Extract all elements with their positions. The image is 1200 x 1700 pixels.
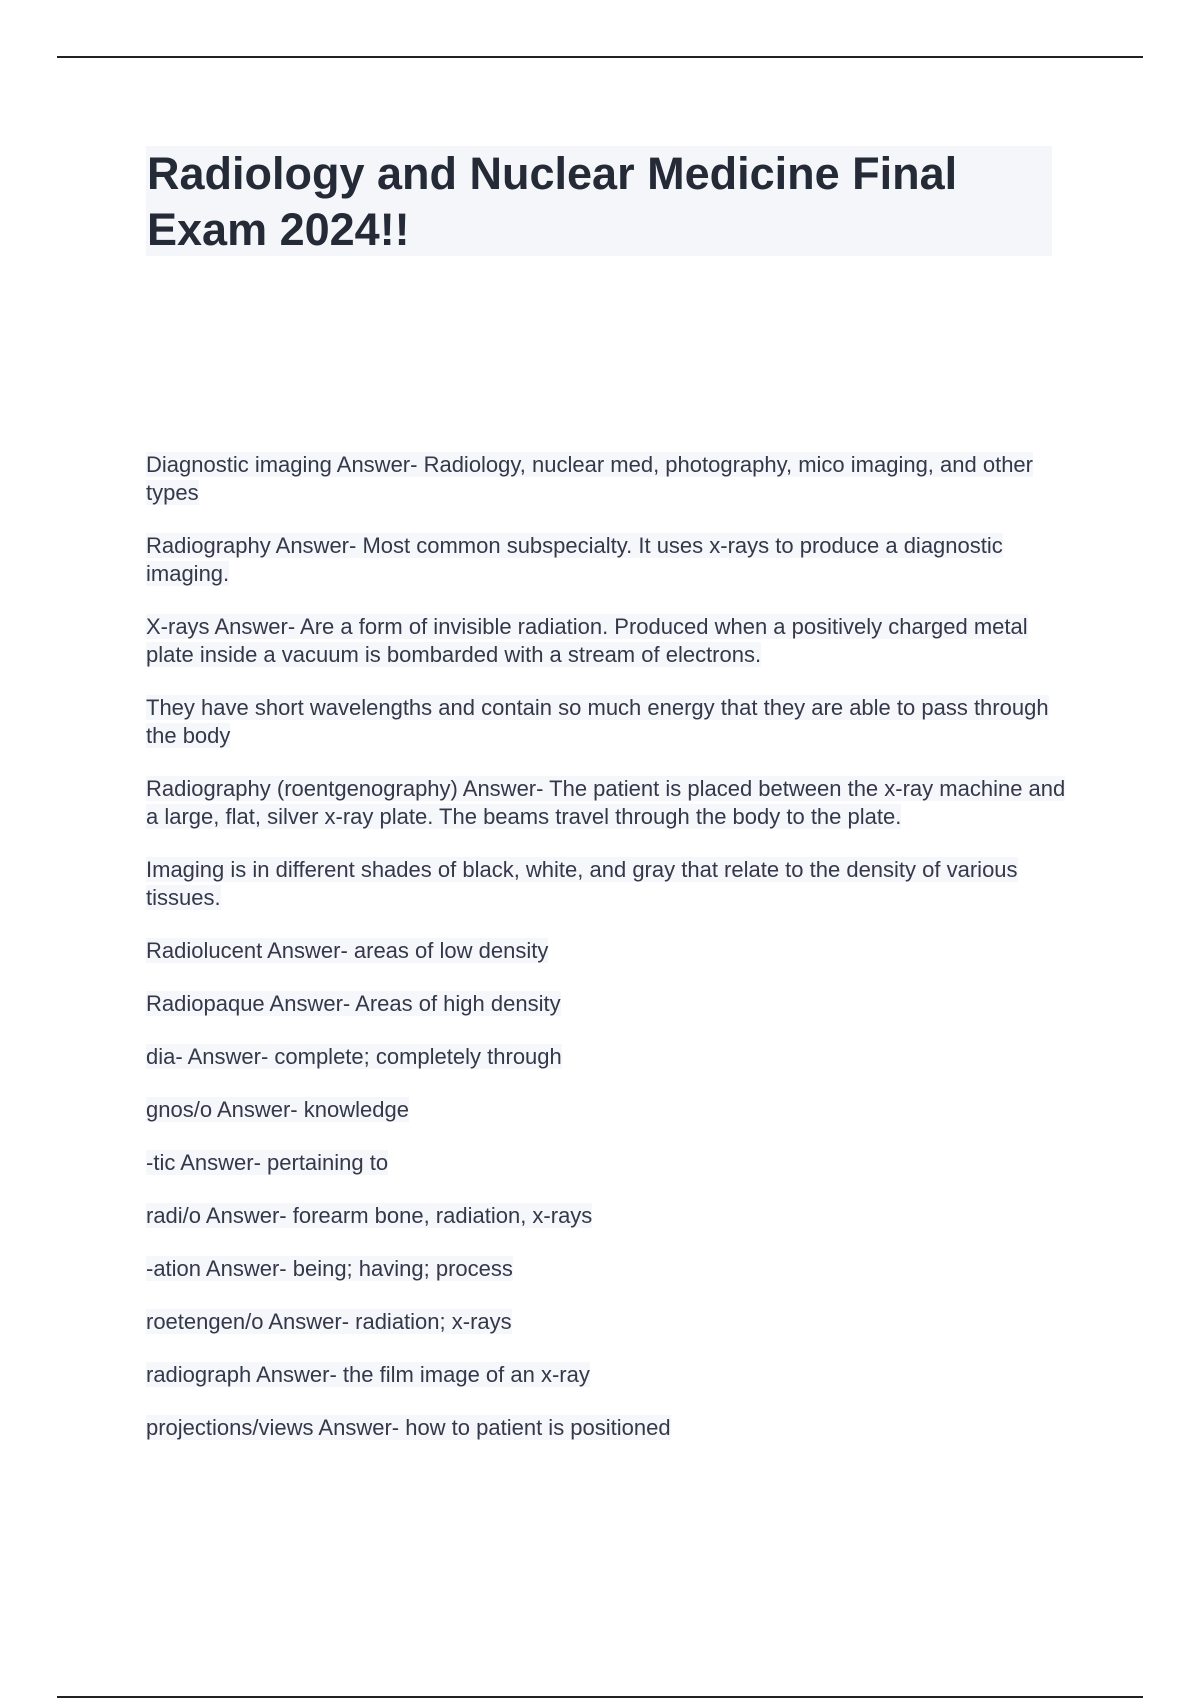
flashcard-entry [146, 1043, 1066, 1071]
flashcard-entry [146, 1149, 1066, 1177]
entry-text: They have short wavelengths and contain so much energy that they are able to pass through the body [146, 695, 1049, 748]
entry-text: X-rays Answer- Are a form of invisible radiation. Produced when a positively charged metal plate inside a vacuum is bombarded with a stream of electrons. [146, 614, 1028, 667]
flashcard-entry [146, 613, 1066, 669]
flashcard-entry [146, 937, 1066, 965]
footer-rule [57, 1696, 1143, 1698]
entry-text: projections/views Answer- how to patient is positioned [146, 1415, 671, 1440]
flashcard-entry [146, 1255, 1066, 1283]
header-rule [57, 56, 1143, 58]
flashcard-entry [146, 856, 1066, 912]
flashcard-entry [146, 1414, 1066, 1442]
flashcard-entry [146, 775, 1066, 831]
entry-text: Imaging is in different shades of black, white, and gray that relate to the density of various tissues. [146, 857, 1018, 910]
flashcard-entry [146, 694, 1066, 750]
flashcard-entry [146, 1361, 1066, 1389]
flashcard-entry [146, 1202, 1066, 1230]
entry-text: roetengen/o Answer- radiation; x-rays [146, 1309, 512, 1334]
flashcard-entry [146, 451, 1066, 507]
title-block [146, 146, 1052, 256]
entry-text: radi/o Answer- forearm bone, radiation, x-rays [146, 1203, 593, 1228]
entry-text: -tic Answer- pertaining to [146, 1150, 389, 1175]
entry-text: radiograph Answer- the film image of an x-ray [146, 1362, 590, 1387]
entry-text: -ation Answer- being; having; process [146, 1256, 513, 1281]
entry-text: dia- Answer- complete; completely through [146, 1044, 562, 1069]
flashcard-list [146, 451, 1066, 1442]
flashcard-entry [146, 532, 1066, 588]
flashcard-entry [146, 1308, 1066, 1336]
entry-text: Radiography Answer- Most common subspecialty. It uses x-rays to produce a diagnostic imaging. [146, 533, 1003, 586]
flashcard-entry [146, 990, 1066, 1018]
flashcard-entry [146, 1096, 1066, 1124]
entry-text: Diagnostic imaging Answer- Radiology, nuclear med, photography, mico imaging, and other types [146, 452, 1033, 505]
entry-text: gnos/o Answer- knowledge [146, 1097, 409, 1122]
entry-text: Radiolucent Answer- areas of low density [146, 938, 549, 963]
entry-text: Radiopaque Answer- Areas of high density [146, 991, 561, 1016]
document-title: Radiology and Nuclear Medicine Final Exam 2024!! [147, 148, 958, 255]
entry-text: Radiography (roentgenography) Answer- The patient is placed between the x-ray machine and a large, flat, silver x-ray plate. The beams travel through the body to the plate. [146, 776, 1066, 829]
